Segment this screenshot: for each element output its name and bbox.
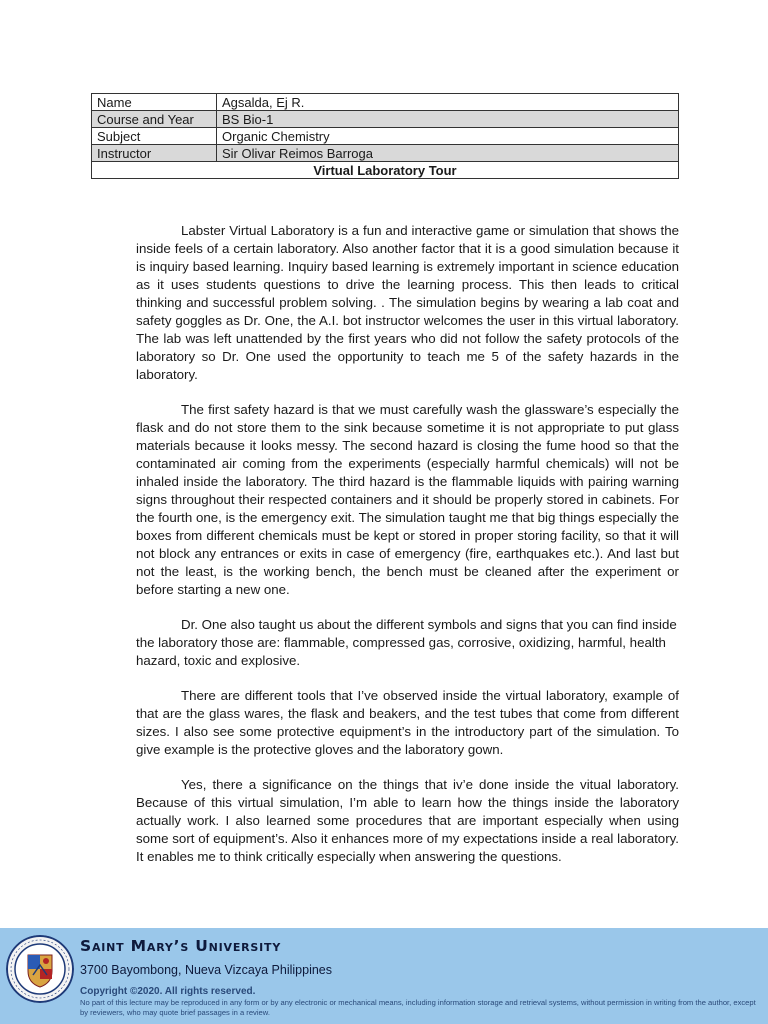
- info-label: Instructor: [92, 145, 217, 162]
- student-info-table: [91, 93, 679, 179]
- info-value: Organic Chemistry: [217, 128, 679, 145]
- university-seal-icon: [6, 935, 74, 1003]
- document-title: Virtual Laboratory Tour: [92, 162, 679, 179]
- info-row-course: [92, 111, 679, 128]
- info-value: Agsalda, Ej R.: [217, 94, 679, 111]
- paragraph: There are different tools that I’ve observed inside the virtual laboratory, example of that are the glass wares, the flask and beakers, and the test tubes that come from different sizes. I also see some protective equipment’s in the introductory part of the simulation. To give example is the protective gloves and the laboratory gown.: [136, 688, 679, 757]
- info-label: Subject: [92, 128, 217, 145]
- paragraph: Labster Virtual Laboratory is a fun and interactive game or simulation that shows the inside feels of a certain laboratory. Also another factor that it is a good simulation because it is inquiry based learning. Inquiry based learning is extremely important in science education as it uses students questions to drive the learning process. This then leads to critical thinking and successful problem solving. . The simulation begins by wearing a lab coat and safety goggles as Dr. One, the A.I. bot instructor welcomes the user in this virtual laboratory. The lab was left unattended by the first years who did not follow the safety protocols of the laboratory so Dr. One used the opportunity to teach me 5 of the safety hazards in the laboratory.: [136, 223, 679, 382]
- info-row-instructor: [92, 145, 679, 162]
- paragraph: The first safety hazard is that we must carefully wash the glassware’s especially the flask and do not store them to the sink because sometime it is not appropriate to put glass materials because it looks messy. The second hazard is closing the fume hood so that the contaminated air coming from the experiments (especially harmful chemicals) will not be inhaled inside the laboratory. The third hazard is the flammable liquids with pairing warning signs throughout their respected containers and it should be properly stored in cabinets. For the fourth one, is the emergency exit. The simulation taught me that big things especially the boxes from different chemicals must be kept or stored in proper storing facility, so that it will not block any entrances or exits in case of emergency (fire, earthquakes etc.). And last but not the least, is the working bench, the bench must be cleaned after the experiment or before starting a new one.: [136, 402, 679, 597]
- info-value: Sir Olivar Reimos Barroga: [217, 145, 679, 162]
- university-footer: [0, 928, 768, 1024]
- copyright-notice: Copyright ©2020. All rights reserved.: [80, 986, 256, 997]
- university-name: Saint Mary’s University: [80, 937, 282, 955]
- info-value: BS Bio-1: [217, 111, 679, 128]
- essay-body: [136, 222, 679, 883]
- paragraph: Dr. One also taught us about the different symbols and signs that you can find inside the laboratory those are: flammable, compressed gas, corrosive, oxidizing, harmful, health hazard, toxic and explosive.: [136, 617, 677, 668]
- copyright-disclaimer: No part of this lecture may be reproduced in any form or by any electronic or mechanical means, including information storage and retrieval systems, without permission in writing from the author, except by reviewers, who may quote brief passages in a review.: [80, 998, 756, 1017]
- info-row-title: [92, 162, 679, 179]
- paragraph: Yes, there a significance on the things that iv’e done inside the vitual laboratory. Because of this virtual simulation, I’m able to learn how the things inside the laboratory actually work. I also learned some procedures that are important especially when using some sort of equipment’s. Also it enhances more of my expectations inside a real laboratory. It enables me to think critically especially when answering the questions.: [136, 777, 679, 864]
- info-row-name: [92, 94, 679, 111]
- info-label: Course and Year: [92, 111, 217, 128]
- university-address: 3700 Bayombong, Nueva Vizcaya Philippines: [80, 963, 333, 977]
- info-label: Name: [92, 94, 217, 111]
- info-row-subject: [92, 128, 679, 145]
